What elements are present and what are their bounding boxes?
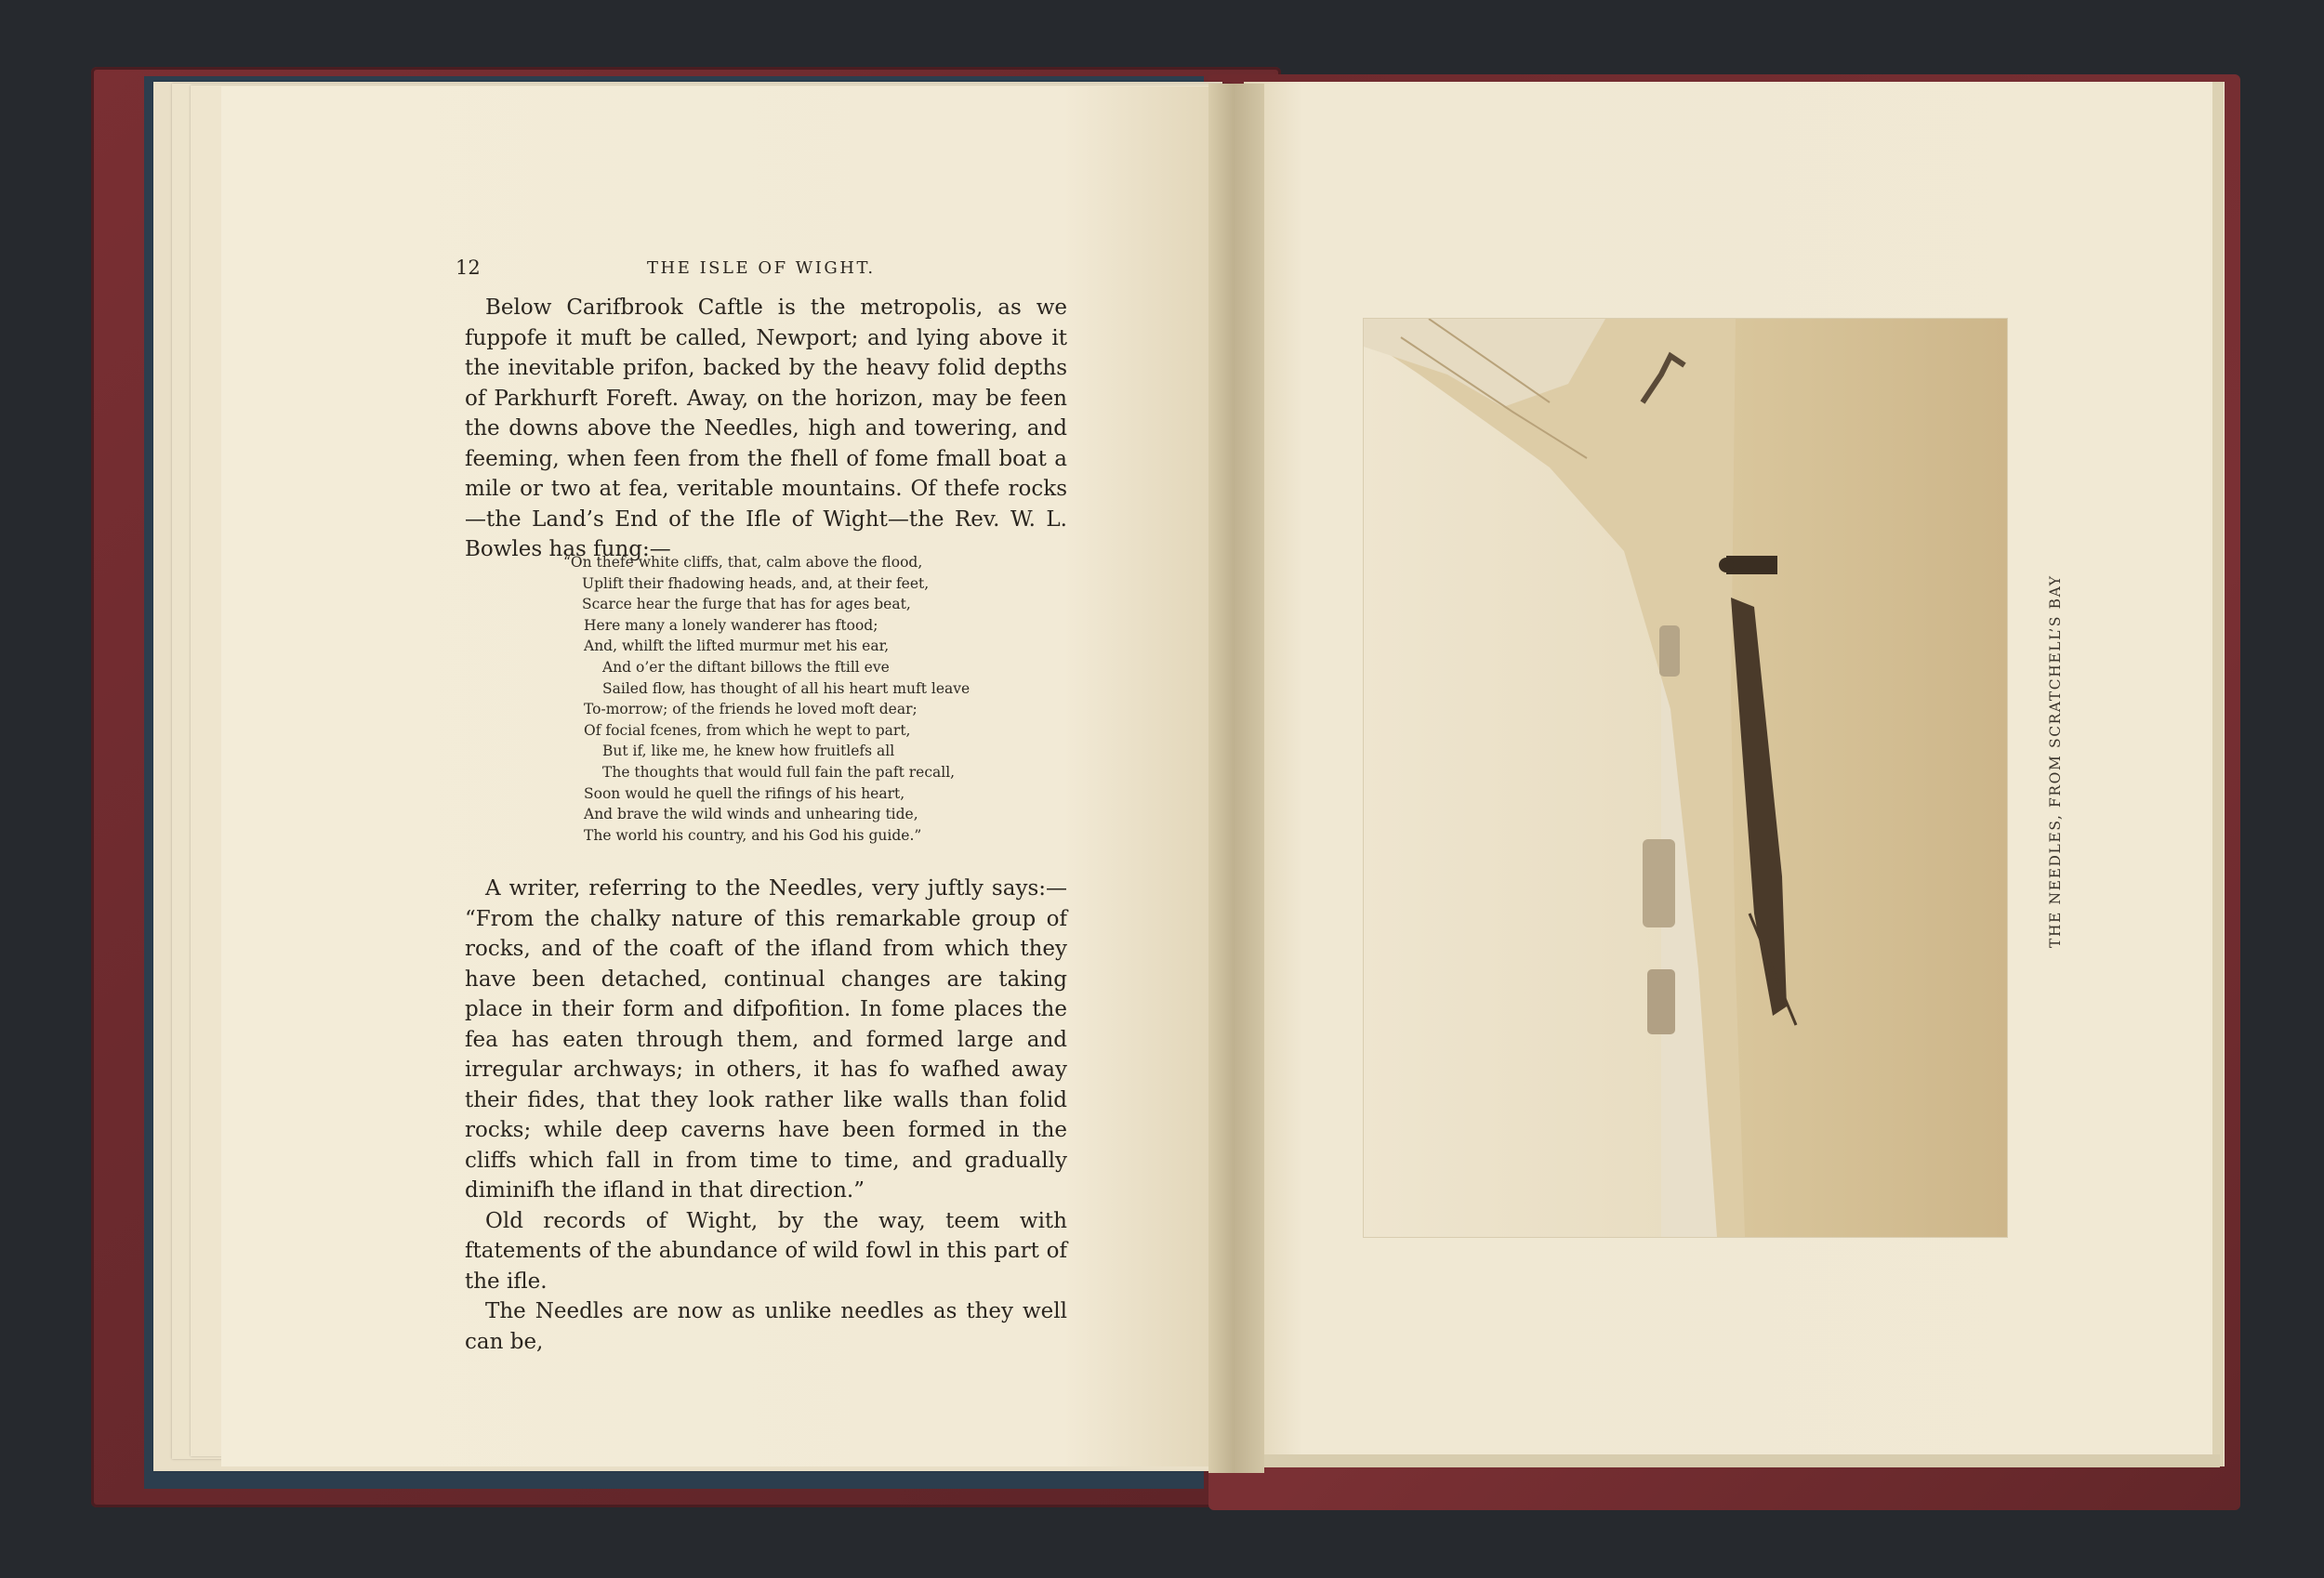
mounted-photograph — [1364, 319, 2007, 1237]
photo-needle-rock — [1643, 839, 1675, 927]
poem-line: Uplift their fhadowing heads, and, at their feet, — [582, 574, 930, 592]
poem-line: The world his country, and his God his guide.” — [584, 826, 922, 844]
poem-line: Scarce hear the furge that has for ages beat, — [582, 596, 911, 613]
poem-line: Here many a lonely wanderer has ftood; — [584, 616, 878, 634]
poem-line: Soon would he quell the rifings of his heart, — [584, 784, 905, 802]
poem-line: To-morrow; of the friends he loved moft dear; — [584, 701, 918, 718]
paragraph: The Needles are now as unlike needles as they well can be, — [465, 1299, 1067, 1354]
quoted-poem — [563, 552, 1010, 846]
photo-needle-rock — [1647, 969, 1675, 1034]
page-edge — [1244, 1454, 2220, 1467]
poem-line: The thoughts that would full fain the paft recall, — [602, 763, 956, 781]
page-number: 12 — [456, 256, 481, 279]
poem-line: “On thefe white cliffs, that, calm above the flood, — [563, 554, 923, 571]
body-text-bottom — [465, 874, 1067, 1357]
poem-line: Sailed flow, has thought of all his heart muft leave — [602, 679, 971, 697]
page-edge — [2212, 82, 2224, 1466]
photo-shingle — [1731, 319, 2007, 1237]
body-text-top — [465, 293, 1067, 565]
photo-needles-scene — [1364, 319, 2007, 1237]
book-gutter — [1208, 84, 1264, 1473]
poem-line: And o’er the diftant billows the ftill eve — [602, 658, 890, 676]
paragraph: Below Carifbrook Caftle is the metropolis, as we fuppofe it muft be called, Newport; and lying above it the inevitable prifon, backed by the heavy folid depths of Parkhurft Foreft. Away, on the horizon, may be feen the downs above the Needles, high and towering, and feeming, when feen from the fhell of fome fmall boat a mile or two at fea, veritable mountains. Of thefe rocks—the Land’s End of the Ifle of Wight—the Rev. W. L. Bowles has fung:— — [465, 296, 1067, 561]
photo-caption: THE NEEDLES, FROM SCRATCHELL’S BAY — [2047, 574, 2064, 948]
poem-line: Of focial fcenes, from which he wept to part, — [584, 721, 911, 739]
poem-line: But if, like me, he knew how fruitlefs all — [602, 743, 895, 760]
running-title: THE ISLE OF WIGHT. — [647, 258, 876, 278]
photo-needle-rock — [1659, 625, 1680, 677]
poem-line: And, whilft the lifted murmur met his ear, — [584, 638, 890, 655]
paragraph: Old records of Wight, by the way, teem with ftatements of the abundance of wild fowl in this part of the ifle. — [465, 1208, 1067, 1294]
photo-figure — [1726, 556, 1777, 574]
poem-line: And brave the wild winds and unhearing tide, — [584, 806, 918, 823]
paragraph: A writer, referring to the Needles, very juftly says:— “From the chalky nature of this remarkable group of rocks, and of the coaft of the ifland from which they have been detached, continual changes are taking place in their form and difpofition. In fome places the fea has eaten through them, and formed large and irregular archways; in others, it has fo wafhed away their fides, that they look rather like walls than folid rocks; while deep caverns have been formed in the cliffs which fall in from time to time, and gradually diminifh the ifland in that direction.” — [465, 876, 1067, 1203]
photo-figure-head — [1719, 558, 1734, 572]
